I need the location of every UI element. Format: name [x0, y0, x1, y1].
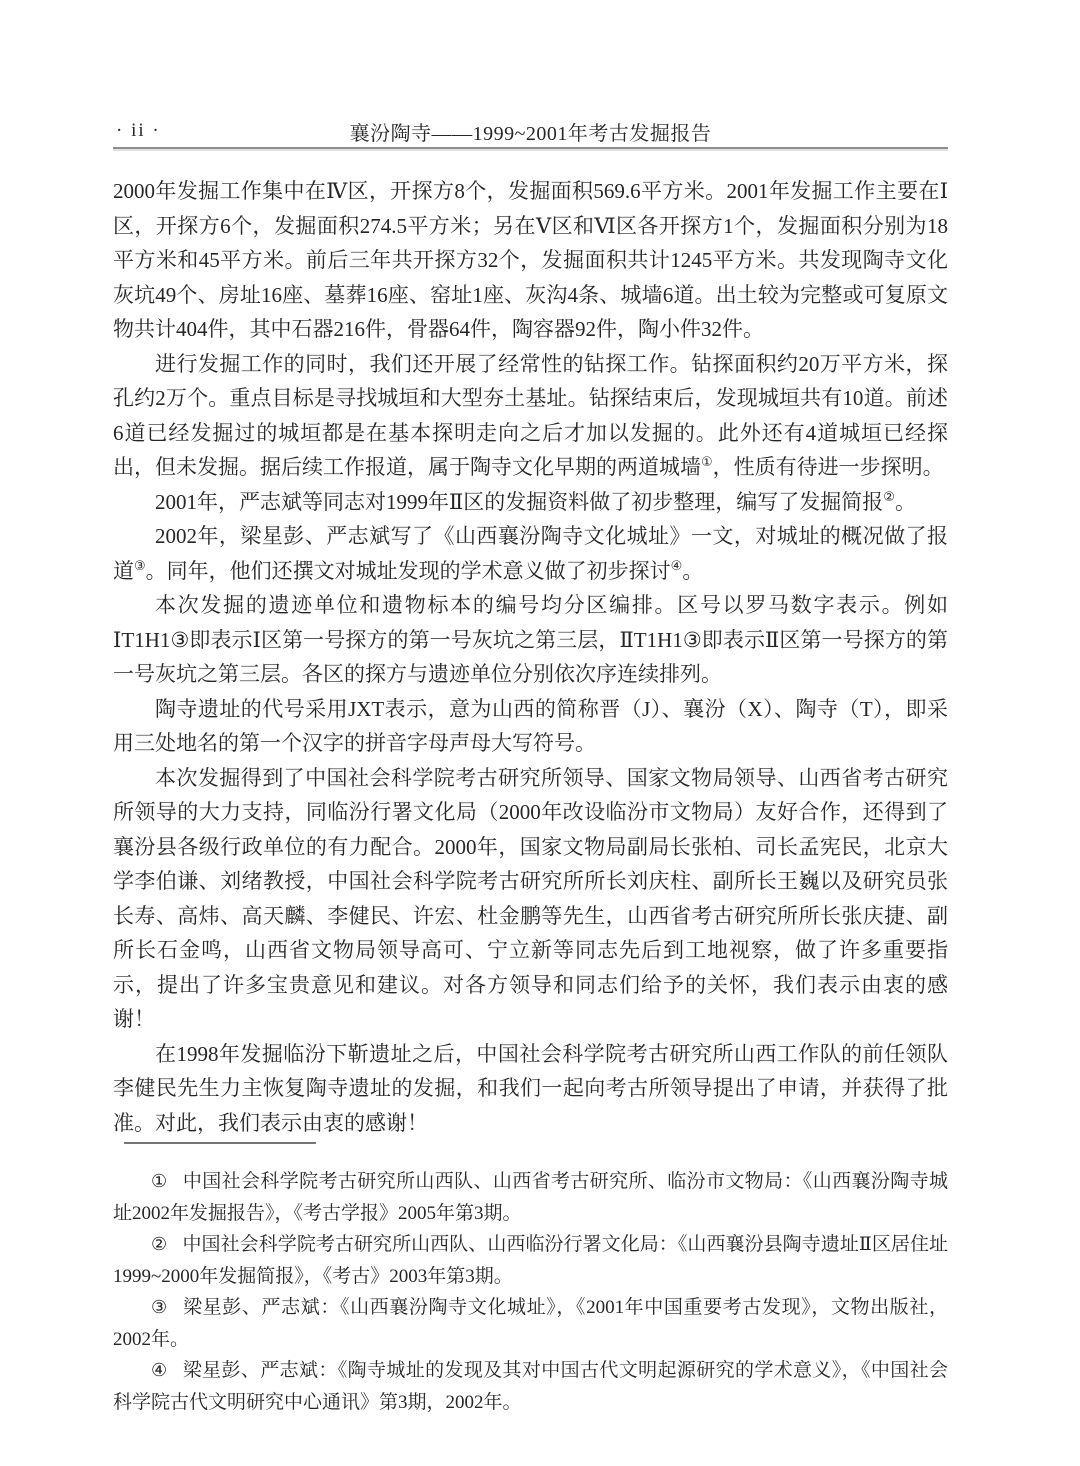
paragraph: 在1998年发掘临汾下靳遗址之后，中国社会科学院考古研究所山西工作队的前任领队李健民先生力主恢复陶寺遗址的发掘，和我们一起向考古所领导提出了申请，并获得了批准。对此，我们表示由衷的感谢！: [113, 1041, 948, 1135]
footnote-marker: ④: [151, 1360, 168, 1381]
footnote-marker: ②: [151, 1234, 168, 1255]
footnote-text: 中国社会科学院考古研究所山西队、山西省考古研究所、临汾市文物局：《山西襄汾陶寺城址2002年发掘报告》，《考古学报》2005年第3期。: [113, 1171, 948, 1224]
footnote-item: [113, 1166, 948, 1229]
footnote-marker: ①: [151, 1171, 168, 1192]
paragraph: 2001年，严志斌等同志对1999年Ⅱ区的发掘资料做了初步整理，编写了发掘简报②。: [155, 489, 916, 514]
body-text: [113, 174, 948, 1140]
paragraph: 进行发掘工作的同时，我们还开展了经常性的钻探工作。钻探面积约20万平方米，探孔约2万个。重点目标是寻找城垣和大型夯土基址。钻探结束后，发现城垣共有10道。前述6道已经发掘过的城垣都是在基本探明走向之后才加以发掘的。此外还有4道城垣已经探出，但未发掘。据后续工作报道，属于陶寺文化早期的两道城墙①，性质有待进一步探明。: [113, 351, 948, 479]
footnote-marker: ③: [151, 1297, 168, 1318]
page-header: [113, 117, 948, 145]
footnote-text: 梁星彭、严志斌：《山西襄汾陶寺文化城址》，《2001年中国重要考古发现》，文物出版社，2002年。: [113, 1297, 948, 1350]
footnote-item: [113, 1292, 948, 1355]
footnote-reference: ③: [134, 558, 146, 574]
paragraph: 2000年发掘工作集中在Ⅳ区，开探方8个，发掘面积569.6平方米。2001年发掘工作主要在Ⅰ区，开探方6个，发掘面积274.5平方米；另在Ⅴ区和Ⅵ区各开探方1个，发掘面积分别为18平方米和45平方米。前后三年共开探方32个，发掘面积共计1245平方米。共发现陶寺文化灰坑49个、房址16座、墓葬16座、窑址1座、灰沟4条、城墙6道。出土较为完整或可复原文物共计404件，其中石器216件，骨器64件，陶容器92件，陶小件32件。: [113, 179, 948, 341]
footnote-item: [113, 1229, 948, 1292]
footnote-text: 梁星彭、严志斌：《陶寺城址的发现及其对中国古代文明起源研究的学术意义》，《中国社会科学院古代文明研究中心通讯》第3期，2002年。: [113, 1360, 948, 1413]
page-number: · ii ·: [116, 120, 161, 141]
footnote-separator-rule: [124, 1142, 316, 1144]
paragraph: 2002年，梁星彭、严志斌写了《山西襄汾陶寺文化城址》一文，对城址的概况做了报道③。同年，他们还撰文对城址发现的学术意义做了初步探讨④。: [113, 524, 948, 583]
footnote-reference: ①: [701, 455, 713, 470]
footnote-text: 中国社会科学院考古研究所山西队、山西临汾行署文化局：《山西襄汾县陶寺遗址Ⅱ区居住址1999~2000年发掘简报》，《考古》2003年第3期。: [113, 1234, 949, 1287]
footnote-reference: ②: [883, 489, 895, 505]
footnote-reference: ④: [670, 558, 683, 574]
paragraph: 本次发掘的遗迹单位和遗物标本的编号均分区编排。区号以罗马数字表示。例如ⅠT1H1③即表示Ⅰ区第一号探方的第一号灰坑之第三层，ⅡT1H1③即表示Ⅱ区第一号探方的第一号灰坑之第三层。各区的探方与遗迹单位分别依次序连续排列。: [113, 593, 948, 686]
paragraph: 本次发掘得到了中国社会科学院考古研究所领导、国家文物局领导、山西省考古研究所领导的大力支持，同临汾行署文化局（2000年改设临汾市文物局）友好合作，还得到了襄汾县各级行政单位的有力配合。2000年，国家文物局副局长张柏、司长孟宪民，北京大学李伯谦、刘绪教授，中国社会科学院考古研究所所长刘庆柱、副所长王巍以及研究员张长寿、高炜、高天麟、李健民、许宏、杜金鹏等先生，山西省考古研究所所长张庆捷、副所长石金鸣，山西省文物局领导高可、宁立新等同志先后到工地视察，做了许多重要指示，提出了许多宝贵意见和建议。对各方领导和同志们给予的关怀，我们表示由衷的感谢！: [113, 765, 948, 1031]
header-rule: [113, 147, 948, 149]
footnotes-section: [113, 1166, 948, 1418]
running-title: 襄汾陶寺——1999~2001年考古发掘报告: [349, 123, 712, 145]
paragraph: 陶寺遗址的代号采用JXT表示，意为山西的简称晋（J）、襄汾（X）、陶寺（T），即采用三处地名的第一个汉字的拼音字母声母大写符号。: [113, 696, 948, 755]
footnote-item: [113, 1355, 948, 1418]
